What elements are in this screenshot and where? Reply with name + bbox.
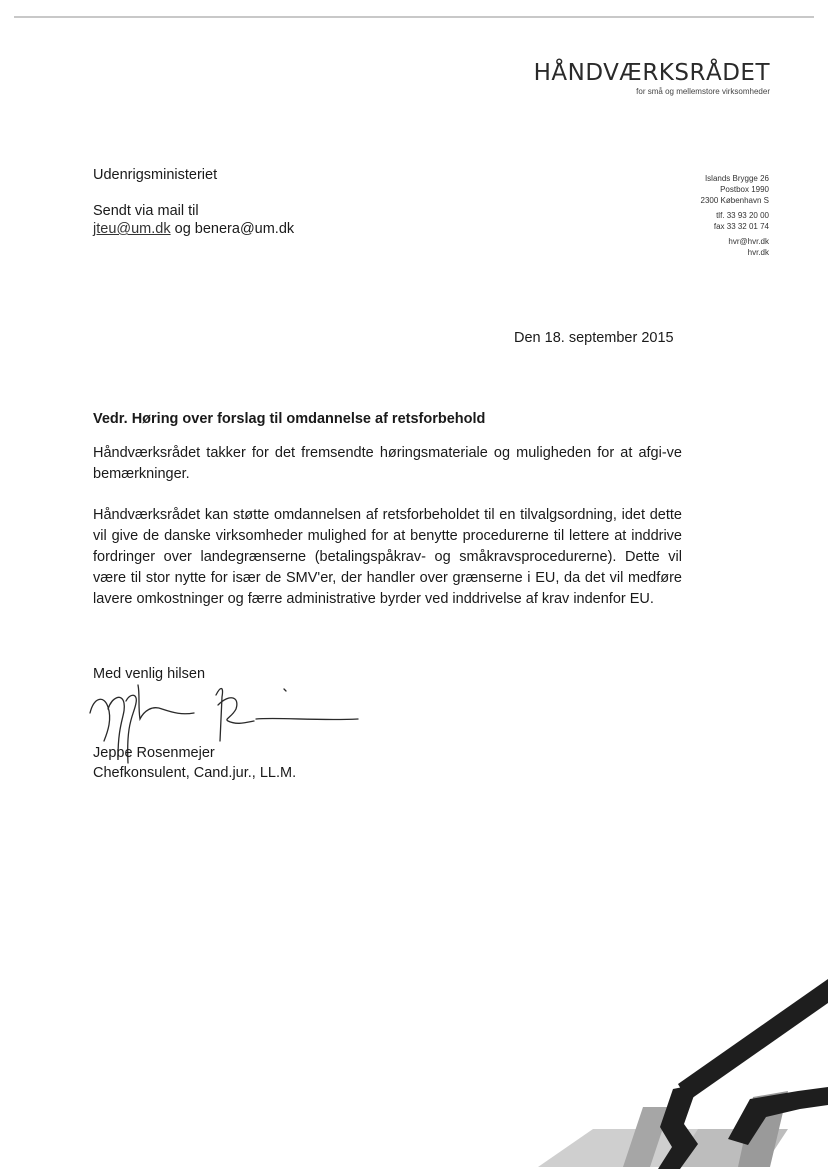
logo-dark-stroke-top — [678, 979, 828, 1101]
sender-address-block — [701, 173, 770, 258]
closing-greeting: Med venlig hilsen — [93, 666, 206, 682]
body-paragraph-2: Håndværksrådet kan støtte omdannelsen af retsforbeholdet til en tilvalgsordning, idet dette vil give de danske virksomheder mulighed for at benytte procedurerne til lettere at inddrive fordringer over landegrænserne (betalingspåkrav- og småkravsprocedurerne). Dette vil være til stor nytte for især de SMV'er, der handler over grænserne i EU, da det vil medføre lavere omkostninger og færre administrative byrder ved inddrivelse af krav indenfor EU. — [93, 507, 682, 607]
letter-date: Den 18. september 2015 — [514, 330, 674, 346]
scan-top-line — [14, 16, 814, 18]
signatory-title: Chefkonsulent, Cand.jur., LL.M. — [93, 765, 297, 781]
sender-phone: tlf. 33 93 20 00 — [716, 211, 769, 220]
sender-street: Islands Brygge 26 — [704, 174, 769, 183]
letter-body — [93, 409, 682, 630]
letter-subject: Vedr. Høring over forslag til omdannelse af retsforbehold — [93, 411, 486, 427]
recipient-block — [93, 166, 294, 238]
brand-name: HÅNDVÆRKSRÅDET — [533, 60, 770, 86]
sender-postbox: Postbox 1990 — [720, 185, 769, 194]
sender-fax: fax 33 32 01 74 — [713, 222, 769, 231]
signatory-name: Jeppe Rosenmejer — [93, 745, 215, 761]
email-joiner: og — [174, 221, 191, 237]
logo-graphic — [498, 979, 828, 1169]
brand-tagline: for små og mellemstore virksomheder — [636, 87, 770, 96]
sent-via-label: Sendt via mail til — [93, 203, 199, 219]
recipient-organization: Udenrigsministeriet — [93, 167, 218, 183]
sender-city: 2300 København S — [700, 196, 769, 205]
sender-web: hvr.dk — [747, 248, 769, 257]
signatory-block — [93, 743, 296, 783]
letterhead-brand — [534, 60, 770, 98]
body-paragraph-1: Håndværksrådet takker for det fremsendte høringsmateriale og muligheden for at afgi-ve bemærkninger. — [93, 445, 682, 482]
email-link-jteu[interactable]: jteu@um.dk — [93, 221, 171, 237]
sender-email: hvr@hvr.dk — [728, 237, 769, 246]
recipient-emails — [93, 220, 294, 238]
email-benera[interactable]: benera@um.dk — [194, 221, 295, 237]
